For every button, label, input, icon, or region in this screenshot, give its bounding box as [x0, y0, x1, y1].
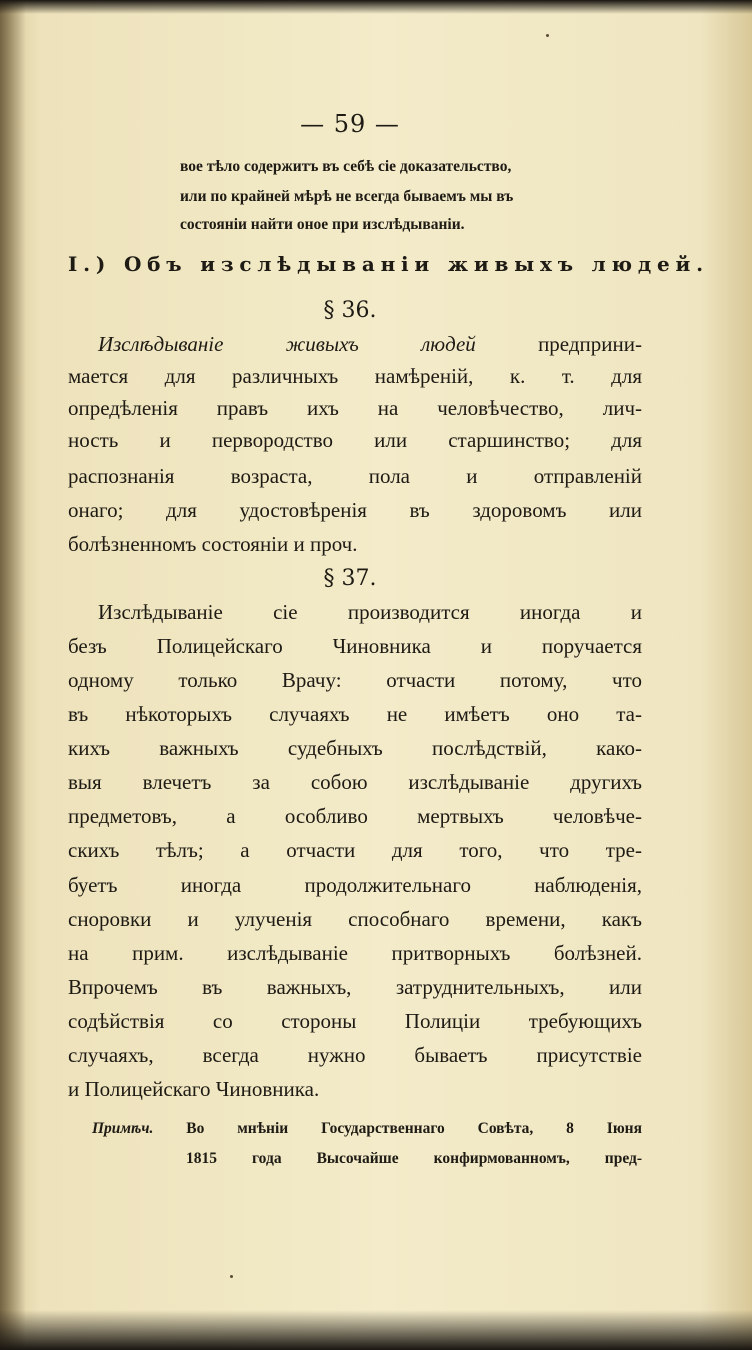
footnote-line-1 — [92, 1120, 642, 1138]
top-fragment-line-3: состояніи найти оное при изслѣдываніи. — [180, 216, 465, 233]
para-37-line-9: буетъ иногда продолжительнаго наблюденія, — [68, 873, 642, 897]
top-edge-shadow — [0, 0, 752, 14]
binding-shadow — [0, 0, 26, 1350]
para-37-line-10: сноровки и улученія способнаго времени, какъ — [68, 907, 642, 931]
footnote-line-2: 1815 года Высочайше конфирмованномъ, пред- — [186, 1150, 642, 1167]
para-36-lead-italic: Изслѣдываніе живыхъ людей — [98, 332, 476, 356]
para-36-line-3: опредѣленія правъ ихъ на человѣчество, лич- — [68, 396, 642, 420]
paper-speck — [546, 34, 549, 37]
section-37-mark: § 37. — [323, 566, 377, 591]
para-37-line-1: Изслѣдываніе сіе производится иногда и — [98, 600, 642, 624]
para-37-line-12: Впрочемъ въ важныхъ, затруднительныхъ, или — [68, 975, 642, 999]
para-37-line-13: содѣйствія со стороны Полиціи требующихъ — [68, 1009, 642, 1033]
para-37-line-6: выя влечетъ за собою изслѣдываніе другихъ — [68, 770, 642, 794]
page-number: — 59 — — [300, 110, 400, 138]
para-36-line-5: распознанія возраста, пола и отправленій — [68, 464, 642, 488]
top-fragment-line-1: вое тѣло содержитъ въ себѣ сіе доказательство, — [180, 158, 512, 175]
para-36-line-4: ность и первородство или старшинство; для — [68, 428, 642, 452]
para-37-line-2: безъ Полицейскаго Чиновника и поручается — [68, 634, 642, 658]
para-37-line-11: на прим. изслѣдываніе притворныхъ болѣзней. — [68, 941, 642, 965]
bottom-edge-shadow — [0, 1310, 752, 1350]
para-36-line-2: мается для различныхъ намѣреній, к. т. для — [68, 364, 642, 388]
para-37-line-5: кихъ важныхъ судебныхъ послѣдствій, како- — [68, 736, 642, 760]
para-36-line-7: болѣзненномъ состояніи и проч. — [68, 532, 358, 556]
para-37-line-4: въ нѣкоторыхъ случаяхъ не имѣетъ оно та- — [68, 702, 642, 726]
para-37-line-3: одному только Врачу: отчасти потому, что — [68, 668, 642, 692]
footnote-label: Примѣч. — [92, 1120, 154, 1137]
para-37-line-14: случаяхъ, всегда нужно бываетъ присутствіе — [68, 1043, 642, 1067]
para-36-line-1 — [98, 332, 642, 357]
section-heading: I.) Объ изслѣдываніи живыхъ людей. — [68, 252, 709, 276]
para-36-line-1-rest: предприни- — [475, 332, 642, 356]
paper-speck — [230, 1275, 233, 1278]
para-37-line-8: скихъ тѣлъ; а отчасти для того, что тре- — [68, 838, 642, 862]
section-36-mark: § 36. — [323, 298, 377, 323]
top-fragment-line-2: или по крайней мѣрѣ не всегда бываемъ мы въ — [180, 188, 514, 205]
para-37-line-7: предметовъ, а особливо мертвыхъ человѣче- — [68, 804, 642, 828]
para-37-line-15: и Полицейскаго Чиновника. — [68, 1077, 320, 1101]
para-36-line-6: онаго; для удостовѣренія въ здоровомъ или — [68, 498, 642, 522]
footnote-line-1-rest: Во мнѣніи Государственнаго Совѣта, 8 Іюня — [153, 1120, 642, 1137]
